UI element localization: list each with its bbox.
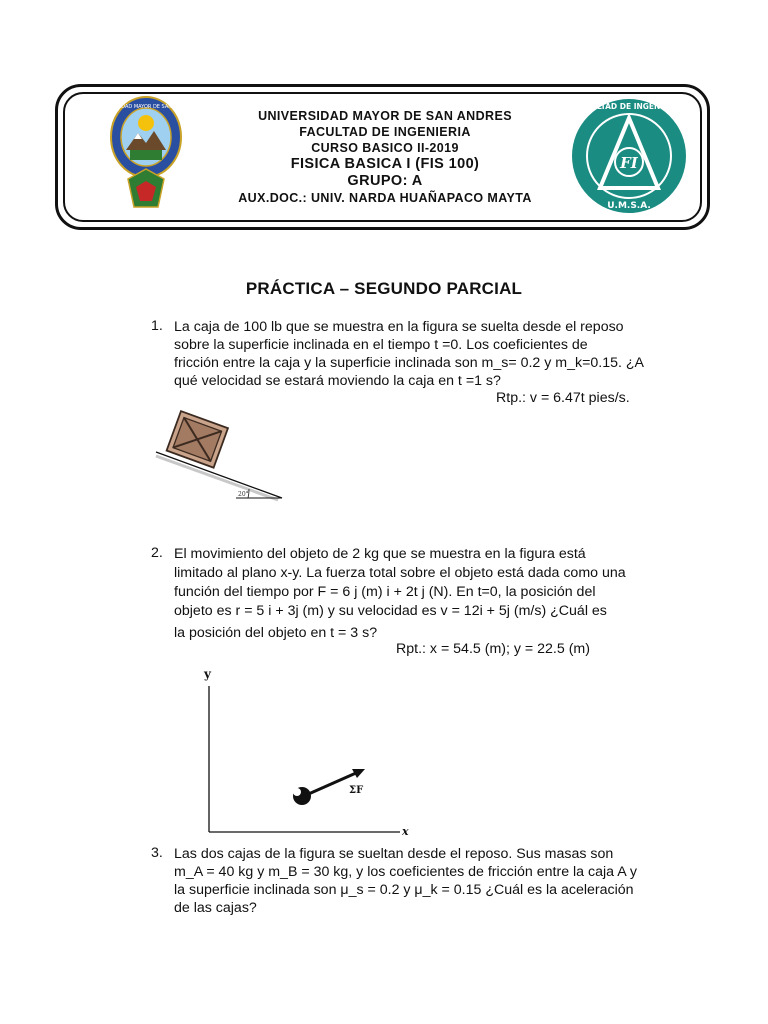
question-3-line: la superficie inclinada son μ_s = 0.2 y μ_k = 0.15 ¿Cuál es la aceleración bbox=[174, 882, 634, 898]
faculty-seal-logo bbox=[570, 96, 688, 216]
question-1-line: sobre la superficie inclinada en el tiempo t =0. Los coeficientes de bbox=[174, 337, 588, 353]
right-seal-center: FI bbox=[620, 154, 638, 172]
header-text-block bbox=[200, 108, 570, 206]
instructor-name: AUX.DOC.: UNIV. NARDA HUAÑAPACO MAYTA bbox=[238, 191, 532, 205]
question-1-number: 1. bbox=[151, 318, 163, 334]
question-3-line: m_A = 40 kg y m_B = 30 kg, y los coeficientes de fricción entre la caja A y bbox=[174, 864, 637, 880]
question-2-line: objeto es r = 5 i + 3j (m) y su velocidad es v = 12i + 5j (m/s) ¿Cuál es bbox=[174, 603, 607, 619]
incline-angle-label: 20° bbox=[238, 491, 249, 498]
question-3-number: 3. bbox=[151, 845, 163, 861]
xy-force-figure bbox=[176, 662, 421, 840]
university-seal-logo bbox=[97, 95, 195, 213]
question-2-text bbox=[174, 545, 674, 643]
question-1-line: La caja de 100 lb que se muestra en la figura se suelta desde el reposo bbox=[174, 319, 624, 335]
question-1-answer: Rtp.: v = 6.47t pies/s. bbox=[496, 390, 630, 406]
question-1-line: qué velocidad se estará moviendo la caja en t =1 s? bbox=[174, 373, 501, 389]
question-1-text bbox=[174, 318, 674, 390]
question-3-text bbox=[174, 845, 674, 917]
incline-box-figure bbox=[152, 410, 287, 502]
force-label: ΣF bbox=[349, 785, 364, 796]
incline-line bbox=[156, 452, 282, 498]
course-name: CURSO BASICO II-2019 bbox=[311, 141, 459, 155]
faculty-name: FACULTAD DE INGENIERIA bbox=[299, 125, 471, 139]
group-name: GRUPO: A bbox=[347, 173, 423, 189]
question-2-number: 2. bbox=[151, 545, 163, 561]
question-2-line: función del tiempo por F = 6 j (m) i + 2t j (N). En t=0, la posición del bbox=[174, 584, 596, 600]
question-3-line: de las cajas? bbox=[174, 900, 257, 916]
question-1-line: fricción entre la caja y la superficie inclinada son m_s= 0.2 y m_k=0.15. ¿A bbox=[174, 355, 644, 371]
question-2-answer: Rpt.: x = 54.5 (m); y = 22.5 (m) bbox=[396, 641, 590, 657]
x-axis-label: x bbox=[402, 825, 409, 838]
question-2-line: limitado al plano x-y. La fuerza total sobre el objeto está dada como una bbox=[174, 565, 626, 581]
subject-name: FISICA BASICA I (FIS 100) bbox=[290, 156, 480, 172]
left-seal-text: UNIVERSIDAD MAYOR DE SAN ANDRES bbox=[97, 104, 195, 110]
question-2-line: la posición del objeto en t = 3 s? bbox=[174, 625, 378, 641]
university-name: UNIVERSIDAD MAYOR DE SAN ANDRES bbox=[258, 109, 512, 123]
page-title: PRÁCTICA – SEGUNDO PARCIAL bbox=[245, 279, 523, 298]
question-3-line: Las dos cajas de la figura se sueltan desde el reposo. Sus masas son bbox=[174, 846, 614, 862]
question-2-line: El movimiento del objeto de 2 kg que se muestra en la figura está bbox=[174, 546, 586, 562]
y-axis-label: y bbox=[204, 667, 211, 681]
right-seal-text: FACULTAD DE INGENIERIA bbox=[575, 102, 683, 111]
right-seal-bottom: U.M.S.A. bbox=[607, 201, 651, 211]
